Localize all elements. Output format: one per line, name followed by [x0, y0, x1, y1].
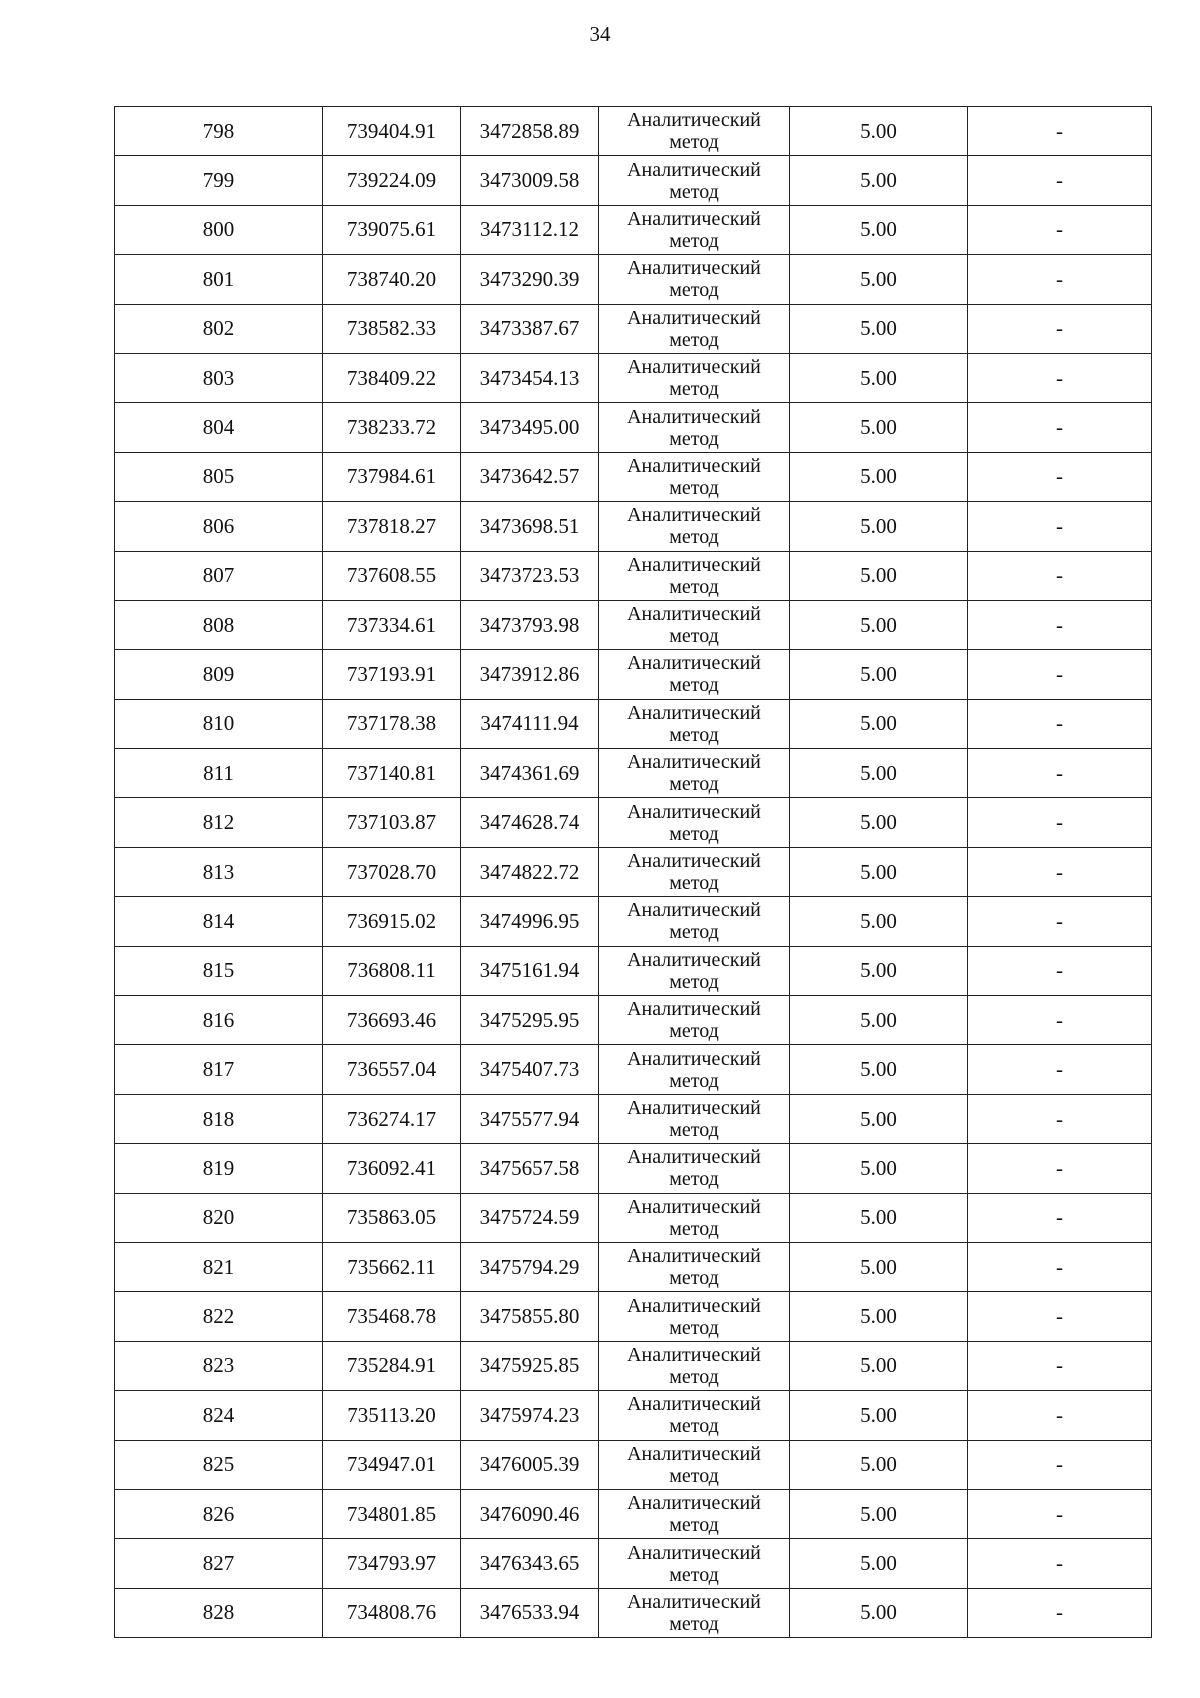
y-coordinate-cell: 3473723.53 — [461, 551, 599, 600]
accuracy-cell: 5.00 — [790, 1045, 968, 1094]
method-line-1: Аналитический — [627, 1097, 761, 1119]
x-coordinate-cell: 736274.17 — [323, 1094, 461, 1143]
method-line-1: Аналитический — [627, 1195, 761, 1218]
note-cell: - — [968, 1539, 1152, 1588]
note-cell: - — [968, 996, 1152, 1045]
method-line-2: метод — [669, 970, 719, 993]
point-number-cell: 801 — [115, 255, 323, 304]
point-number-cell: 827 — [115, 1539, 323, 1588]
method-cell — [599, 798, 790, 847]
method-cell — [599, 1292, 790, 1341]
method-line-1: Аналитический — [627, 1343, 761, 1366]
table-row — [115, 452, 1152, 501]
table-row — [115, 1193, 1152, 1242]
coordinates-table-body — [115, 107, 1152, 1638]
method-line-1: Аналитический — [627, 1146, 761, 1169]
method-cell — [599, 1440, 790, 1489]
method-cell — [599, 1045, 790, 1094]
x-coordinate-cell: 736808.11 — [323, 946, 461, 995]
table-row — [115, 353, 1152, 402]
note-cell: - — [968, 1193, 1152, 1242]
method-line-2: метод — [669, 674, 719, 697]
table-row — [115, 1242, 1152, 1291]
x-coordinate-cell: 737818.27 — [323, 502, 461, 551]
point-number-cell: 802 — [115, 304, 323, 353]
x-coordinate-cell: 736557.04 — [323, 1045, 461, 1094]
method-line-2: метод — [669, 1365, 719, 1388]
y-coordinate-cell: 3476005.39 — [461, 1440, 599, 1489]
method-line-1: Аналитический — [627, 800, 761, 823]
table-row — [115, 1588, 1152, 1637]
note-cell: - — [968, 1588, 1152, 1637]
point-number-cell: 811 — [115, 749, 323, 798]
point-number-cell: 800 — [115, 205, 323, 254]
x-coordinate-cell: 735863.05 — [323, 1193, 461, 1242]
x-coordinate-cell: 739224.09 — [323, 156, 461, 205]
method-cell — [599, 749, 790, 798]
method-cell — [599, 650, 790, 699]
x-coordinate-cell: 734793.97 — [323, 1539, 461, 1588]
method-cell — [599, 205, 790, 254]
point-number-cell: 826 — [115, 1489, 323, 1538]
y-coordinate-cell: 3475161.94 — [461, 946, 599, 995]
method-cell — [599, 353, 790, 402]
note-cell: - — [968, 600, 1152, 649]
method-line-2: метод — [669, 328, 719, 351]
method-line-1: Аналитический — [627, 1492, 761, 1515]
method-line-1: Аналитический — [627, 603, 761, 626]
method-cell — [599, 304, 790, 353]
point-number-cell: 828 — [115, 1588, 323, 1637]
method-line-1: Аналитический — [627, 998, 761, 1021]
accuracy-cell: 5.00 — [790, 600, 968, 649]
accuracy-cell: 5.00 — [790, 1391, 968, 1440]
x-coordinate-cell: 735284.91 — [323, 1341, 461, 1390]
method-cell — [599, 502, 790, 551]
method-line-2: метод — [669, 1020, 719, 1043]
point-number-cell: 823 — [115, 1341, 323, 1390]
table-row — [115, 304, 1152, 353]
y-coordinate-cell: 3474628.74 — [461, 798, 599, 847]
y-coordinate-cell: 3472858.89 — [461, 107, 599, 156]
x-coordinate-cell: 737984.61 — [323, 452, 461, 501]
x-coordinate-cell: 734801.85 — [323, 1489, 461, 1538]
note-cell: - — [968, 304, 1152, 353]
page-number: 34 — [589, 22, 611, 46]
note-cell: - — [968, 107, 1152, 156]
method-line-1: Аналитический — [627, 850, 761, 873]
table-row — [115, 255, 1152, 304]
note-cell: - — [968, 1341, 1152, 1390]
y-coordinate-cell: 3476533.94 — [461, 1588, 599, 1637]
x-coordinate-cell: 736915.02 — [323, 897, 461, 946]
point-number-cell: 813 — [115, 847, 323, 896]
method-line-1: Аналитический — [627, 553, 761, 576]
accuracy-cell: 5.00 — [790, 403, 968, 452]
table-row — [115, 551, 1152, 600]
accuracy-cell: 5.00 — [790, 107, 968, 156]
table-row — [115, 699, 1152, 748]
point-number-cell: 825 — [115, 1440, 323, 1489]
note-cell: - — [968, 1292, 1152, 1341]
note-cell: - — [968, 699, 1152, 748]
note-cell: - — [968, 1440, 1152, 1489]
method-line-2: метод — [669, 575, 719, 598]
table-row — [115, 1391, 1152, 1440]
method-cell — [599, 403, 790, 452]
accuracy-cell: 5.00 — [790, 353, 968, 402]
x-coordinate-cell: 735468.78 — [323, 1292, 461, 1341]
table-row — [115, 798, 1152, 847]
method-line-2: метод — [669, 378, 719, 401]
method-line-2: метод — [669, 1267, 719, 1290]
point-number-cell: 814 — [115, 897, 323, 946]
method-line-1: Аналитический — [627, 1393, 761, 1416]
table-row — [115, 1539, 1152, 1588]
y-coordinate-cell: 3473387.67 — [461, 304, 599, 353]
method-line-1: Аналитический — [627, 751, 761, 774]
method-line-1: Аналитический — [627, 454, 761, 477]
y-coordinate-cell: 3473642.57 — [461, 452, 599, 501]
point-number-cell: 808 — [115, 600, 323, 649]
method-line-1: Аналитический — [627, 405, 761, 428]
note-cell: - — [968, 847, 1152, 896]
note-cell: - — [968, 1489, 1152, 1538]
table-row — [115, 650, 1152, 699]
method-line-2: метод — [669, 921, 719, 944]
table-row — [115, 205, 1152, 254]
accuracy-cell: 5.00 — [790, 699, 968, 748]
note-cell: - — [968, 452, 1152, 501]
point-number-cell: 805 — [115, 452, 323, 501]
point-number-cell: 807 — [115, 551, 323, 600]
table-row — [115, 946, 1152, 995]
table-row — [115, 502, 1152, 551]
note-cell: - — [968, 650, 1152, 699]
note-cell: - — [968, 353, 1152, 402]
method-line-2: метод — [669, 1514, 719, 1537]
y-coordinate-cell: 3473454.13 — [461, 353, 599, 402]
y-coordinate-cell: 3474822.72 — [461, 847, 599, 896]
accuracy-cell: 5.00 — [790, 1341, 968, 1390]
method-cell — [599, 1489, 790, 1538]
note-cell: - — [968, 205, 1152, 254]
accuracy-cell: 5.00 — [790, 1242, 968, 1291]
x-coordinate-cell: 739404.91 — [323, 107, 461, 156]
note-cell: - — [968, 1094, 1152, 1143]
table-row — [115, 1440, 1152, 1489]
note-cell: - — [968, 1144, 1152, 1193]
y-coordinate-cell: 3474996.95 — [461, 897, 599, 946]
note-cell: - — [968, 946, 1152, 995]
x-coordinate-cell: 737334.61 — [323, 600, 461, 649]
note-cell: - — [968, 897, 1152, 946]
note-cell: - — [968, 798, 1152, 847]
method-cell — [599, 107, 790, 156]
table-row — [115, 1045, 1152, 1094]
table-row — [115, 156, 1152, 205]
x-coordinate-cell: 736693.46 — [323, 996, 461, 1045]
table-row — [115, 897, 1152, 946]
y-coordinate-cell: 3474361.69 — [461, 749, 599, 798]
method-line-2: метод — [669, 1464, 719, 1487]
method-cell — [599, 1094, 790, 1143]
y-coordinate-cell: 3475577.94 — [461, 1094, 599, 1143]
y-coordinate-cell: 3474111.94 — [461, 699, 599, 748]
x-coordinate-cell: 735662.11 — [323, 1242, 461, 1291]
point-number-cell: 815 — [115, 946, 323, 995]
method-line-1: Аналитический — [627, 701, 761, 724]
accuracy-cell: 5.00 — [790, 156, 968, 205]
note-cell: - — [968, 403, 1152, 452]
method-line-1: Аналитический — [627, 356, 761, 379]
point-number-cell: 822 — [115, 1292, 323, 1341]
table-row — [115, 996, 1152, 1045]
accuracy-cell: 5.00 — [790, 1144, 968, 1193]
point-number-cell: 806 — [115, 502, 323, 551]
method-cell — [599, 1144, 790, 1193]
accuracy-cell: 5.00 — [790, 551, 968, 600]
accuracy-cell: 5.00 — [790, 1588, 968, 1637]
y-coordinate-cell: 3473793.98 — [461, 600, 599, 649]
y-coordinate-cell: 3475855.80 — [461, 1292, 599, 1341]
method-line-2: метод — [669, 773, 719, 796]
accuracy-cell: 5.00 — [790, 847, 968, 896]
method-line-2: метод — [669, 822, 719, 845]
method-line-1: Аналитический — [627, 1590, 761, 1613]
method-line-1: Аналитический — [627, 1442, 761, 1465]
point-number-cell: 821 — [115, 1242, 323, 1291]
coordinates-table — [114, 106, 1152, 1638]
note-cell: - — [968, 1242, 1152, 1291]
y-coordinate-cell: 3473495.00 — [461, 403, 599, 452]
x-coordinate-cell: 738740.20 — [323, 255, 461, 304]
point-number-cell: 817 — [115, 1045, 323, 1094]
point-number-cell: 798 — [115, 107, 323, 156]
table-row — [115, 1341, 1152, 1390]
accuracy-cell: 5.00 — [790, 502, 968, 551]
note-cell: - — [968, 156, 1152, 205]
method-cell — [599, 1539, 790, 1588]
point-number-cell: 803 — [115, 353, 323, 402]
point-number-cell: 804 — [115, 403, 323, 452]
method-cell — [599, 156, 790, 205]
accuracy-cell: 5.00 — [790, 452, 968, 501]
method-line-1: Аналитический — [627, 158, 761, 181]
method-line-1: Аналитический — [627, 1294, 761, 1317]
x-coordinate-cell: 734947.01 — [323, 1440, 461, 1489]
method-line-2: метод — [669, 1612, 719, 1635]
method-cell — [599, 1391, 790, 1440]
accuracy-cell: 5.00 — [790, 1193, 968, 1242]
table-row — [115, 1489, 1152, 1538]
point-number-cell: 818 — [115, 1094, 323, 1143]
accuracy-cell: 5.00 — [790, 1539, 968, 1588]
x-coordinate-cell: 737140.81 — [323, 749, 461, 798]
method-cell — [599, 847, 790, 896]
accuracy-cell: 5.00 — [790, 946, 968, 995]
x-coordinate-cell: 738582.33 — [323, 304, 461, 353]
table-row — [115, 1094, 1152, 1143]
method-line-1: Аналитический — [627, 306, 761, 329]
table-row — [115, 749, 1152, 798]
method-line-2: метод — [669, 279, 719, 302]
method-cell — [599, 255, 790, 304]
note-cell: - — [968, 749, 1152, 798]
y-coordinate-cell: 3473912.86 — [461, 650, 599, 699]
table-row — [115, 107, 1152, 156]
y-coordinate-cell: 3473698.51 — [461, 502, 599, 551]
table-row — [115, 1144, 1152, 1193]
y-coordinate-cell: 3475925.85 — [461, 1341, 599, 1390]
method-cell — [599, 897, 790, 946]
note-cell: - — [968, 1045, 1152, 1094]
point-number-cell: 809 — [115, 650, 323, 699]
x-coordinate-cell: 737178.38 — [323, 699, 461, 748]
table-row — [115, 1292, 1152, 1341]
method-line-1: Аналитический — [627, 109, 761, 132]
method-line-2: метод — [669, 427, 719, 450]
method-line-1: Аналитический — [627, 652, 761, 675]
point-number-cell: 819 — [115, 1144, 323, 1193]
method-cell — [599, 1588, 790, 1637]
accuracy-cell: 5.00 — [790, 798, 968, 847]
point-number-cell: 812 — [115, 798, 323, 847]
accuracy-cell: 5.00 — [790, 749, 968, 798]
method-line-2: метод — [669, 1168, 719, 1191]
x-coordinate-cell: 737193.91 — [323, 650, 461, 699]
method-line-1: Аналитический — [627, 504, 761, 527]
y-coordinate-cell: 3475657.58 — [461, 1144, 599, 1193]
method-cell — [599, 1242, 790, 1291]
method-cell — [599, 600, 790, 649]
point-number-cell: 816 — [115, 996, 323, 1045]
y-coordinate-cell: 3476343.65 — [461, 1539, 599, 1588]
accuracy-cell: 5.00 — [790, 1489, 968, 1538]
method-line-1: Аналитический — [627, 1245, 761, 1268]
method-cell — [599, 1193, 790, 1242]
point-number-cell: 810 — [115, 699, 323, 748]
method-line-2: метод — [669, 1217, 719, 1240]
point-number-cell: 820 — [115, 1193, 323, 1242]
table-row — [115, 847, 1152, 896]
accuracy-cell: 5.00 — [790, 1292, 968, 1341]
accuracy-cell: 5.00 — [790, 205, 968, 254]
accuracy-cell: 5.00 — [790, 650, 968, 699]
method-line-2: метод — [669, 625, 719, 648]
method-line-2: метод — [669, 476, 719, 499]
method-cell — [599, 551, 790, 600]
y-coordinate-cell: 3475794.29 — [461, 1242, 599, 1291]
table-row — [115, 403, 1152, 452]
point-number-cell: 799 — [115, 156, 323, 205]
method-line-2: метод — [669, 180, 719, 203]
method-line-2: метод — [669, 526, 719, 549]
accuracy-cell: 5.00 — [790, 304, 968, 353]
accuracy-cell: 5.00 — [790, 1440, 968, 1489]
x-coordinate-cell: 736092.41 — [323, 1144, 461, 1193]
method-line-2: метод — [669, 1069, 719, 1092]
x-coordinate-cell: 737028.70 — [323, 847, 461, 896]
method-line-1: Аналитический — [627, 257, 761, 280]
method-cell — [599, 1341, 790, 1390]
x-coordinate-cell: 739075.61 — [323, 205, 461, 254]
x-coordinate-cell: 734808.76 — [323, 1588, 461, 1637]
method-line-2: метод — [669, 1119, 719, 1141]
y-coordinate-cell: 3475407.73 — [461, 1045, 599, 1094]
method-line-1: Аналитический — [627, 1047, 761, 1070]
note-cell: - — [968, 255, 1152, 304]
x-coordinate-cell: 735113.20 — [323, 1391, 461, 1440]
x-coordinate-cell: 737608.55 — [323, 551, 461, 600]
x-coordinate-cell: 738233.72 — [323, 403, 461, 452]
y-coordinate-cell: 3475295.95 — [461, 996, 599, 1045]
method-line-2: метод — [669, 229, 719, 252]
method-line-2: метод — [669, 131, 719, 154]
accuracy-cell: 5.00 — [790, 255, 968, 304]
method-line-1: Аналитический — [627, 207, 761, 230]
x-coordinate-cell: 737103.87 — [323, 798, 461, 847]
y-coordinate-cell: 3475974.23 — [461, 1391, 599, 1440]
method-line-1: Аналитический — [627, 1541, 761, 1564]
accuracy-cell: 5.00 — [790, 996, 968, 1045]
method-cell — [599, 996, 790, 1045]
y-coordinate-cell: 3473112.12 — [461, 205, 599, 254]
point-number-cell: 824 — [115, 1391, 323, 1440]
table-row — [115, 600, 1152, 649]
method-line-2: метод — [669, 872, 719, 895]
method-line-1: Аналитический — [627, 948, 761, 971]
y-coordinate-cell: 3473290.39 — [461, 255, 599, 304]
note-cell: - — [968, 1391, 1152, 1440]
method-cell — [599, 452, 790, 501]
method-line-1: Аналитический — [627, 899, 761, 922]
method-cell — [599, 946, 790, 995]
y-coordinate-cell: 3476090.46 — [461, 1489, 599, 1538]
method-line-2: метод — [669, 723, 719, 746]
note-cell: - — [968, 502, 1152, 551]
method-line-2: метод — [669, 1563, 719, 1586]
x-coordinate-cell: 738409.22 — [323, 353, 461, 402]
y-coordinate-cell: 3475724.59 — [461, 1193, 599, 1242]
method-line-2: метод — [669, 1316, 719, 1339]
accuracy-cell: 5.00 — [790, 897, 968, 946]
y-coordinate-cell: 3473009.58 — [461, 156, 599, 205]
method-line-2: метод — [669, 1415, 719, 1438]
method-cell — [599, 699, 790, 748]
accuracy-cell: 5.00 — [790, 1094, 968, 1143]
note-cell: - — [968, 551, 1152, 600]
